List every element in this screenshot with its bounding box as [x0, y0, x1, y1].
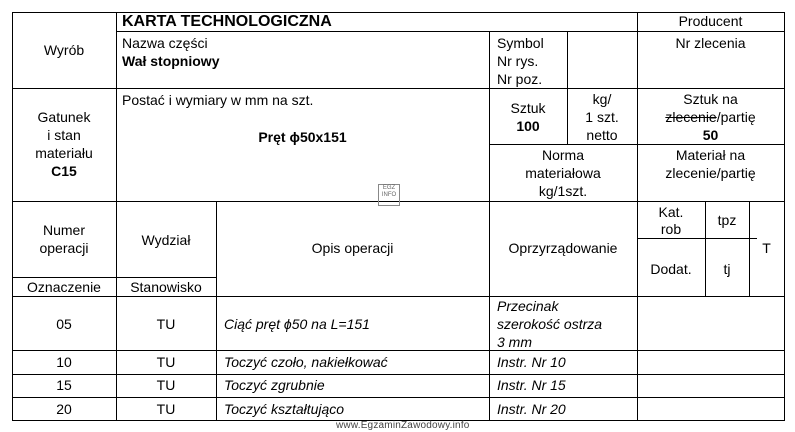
material-grade-label-2: i stan [47, 127, 81, 143]
operation-row-department: TU [156, 377, 176, 393]
order-struck-text: zlecenie [665, 109, 717, 125]
kg-label-1: kg/ [592, 91, 612, 107]
operation-row-tool-line-3: 3 mm [497, 334, 532, 350]
grid-line [637, 238, 757, 239]
operation-row-department: TU [156, 354, 176, 370]
tpz-label: tpz [717, 212, 737, 228]
operation-number-label-2: operacji [39, 240, 89, 256]
grid-line [12, 350, 784, 351]
department-label: Wydział [141, 232, 191, 248]
order-number-label: Nr zlecenia [675, 35, 746, 51]
material-grade-value: C15 [51, 163, 77, 179]
pieces-value: 100 [516, 118, 540, 134]
material-per-order-label-2: zlecenie/partię [665, 165, 756, 181]
material-norm-label-1: Norma [541, 147, 584, 163]
operation-row-description: Toczyć zgrubnie [224, 377, 325, 393]
operation-row-tool-line-1: Instr. Nr 20 [497, 401, 566, 417]
designation-label: Oznaczenie [27, 279, 101, 295]
pieces-label: Sztuk [510, 100, 546, 116]
producent-label: Producent [678, 13, 743, 29]
watermark: www.EgzaminZawodowy.info [336, 420, 470, 431]
operation-row-number: 05 [56, 316, 72, 332]
operation-row-number: 10 [56, 354, 72, 370]
material-grade-label-3: materiału [35, 145, 93, 161]
grid-line [12, 397, 784, 398]
pieces-per-batch-value: 50 [702, 127, 719, 143]
total-time-label: T [762, 240, 771, 256]
egzamin-logo-icon: EGZ INFO [378, 184, 400, 206]
grid-line [784, 12, 785, 421]
grid-line [12, 296, 784, 297]
grid-line [489, 31, 490, 89]
grid-line [216, 201, 217, 421]
operation-row-tool-line-1: Przecinak [497, 298, 559, 314]
shape-label: Postać i wymiary w mm na szt. [122, 92, 314, 108]
tooling-label: Oprzyrządowanie [508, 240, 618, 256]
grid-line [12, 374, 784, 375]
workstation-label: Stanowisko [130, 279, 202, 295]
material-norm-label-2: materiałowa [525, 165, 601, 181]
material-per-order-label-1: Materiał na [675, 147, 746, 163]
shape-value: Pręt ϕ50x151 [258, 129, 347, 145]
operation-number-label-1: Numer [42, 222, 85, 238]
symbol-label: Symbol [497, 35, 544, 51]
operation-row-number: 20 [56, 401, 72, 417]
operation-row-number: 15 [56, 377, 72, 393]
grid-line [12, 277, 216, 278]
part-name-label: Nazwa części [122, 35, 208, 51]
operation-row-description: Toczyć czoło, nakiełkować [224, 354, 388, 370]
material-grade-label-1: Gatunek [37, 109, 91, 125]
card-title: KARTA TECHNOLOGICZNA [122, 13, 332, 30]
tj-label: tj [723, 261, 731, 277]
position-number-label: Nr poz. [497, 71, 543, 87]
grid-line [116, 12, 117, 202]
material-norm-label-3: kg/1szt. [538, 183, 588, 199]
batch-suffix-text: /partię [716, 109, 756, 125]
operation-row-tool-line-2: szerokość ostrza [497, 316, 603, 332]
pieces-per-order-label: Sztuk na [683, 91, 738, 107]
work-category-label-1: Kat. [658, 204, 684, 220]
grid-line [12, 88, 784, 89]
operation-row-tool-line-1: Instr. Nr 10 [497, 354, 566, 370]
work-category-label-2: rob [660, 221, 682, 237]
part-name-value: Wał stopniowy [122, 53, 220, 69]
additional-label: Dodat. [650, 261, 692, 277]
wyrob-label: Wyrób [43, 42, 85, 58]
operation-description-label: Opis operacji [311, 240, 394, 256]
operation-row-description: Toczyć kształtująco [224, 401, 345, 417]
kg-label-2: 1 szt. [585, 109, 619, 125]
grid-line [489, 201, 490, 421]
operation-row-department: TU [156, 401, 176, 417]
operation-row-description: Ciąć pręt ϕ50 na L=151 [224, 316, 370, 332]
drawing-number-label: Nr rys. [497, 53, 539, 69]
kg-label-3: netto [586, 127, 618, 143]
grid-line [567, 31, 568, 89]
operation-row-tool-line-1: Instr. Nr 15 [497, 377, 566, 393]
operation-row-department: TU [156, 316, 176, 332]
grid-line [116, 31, 784, 32]
order-batch-label [637, 109, 784, 125]
